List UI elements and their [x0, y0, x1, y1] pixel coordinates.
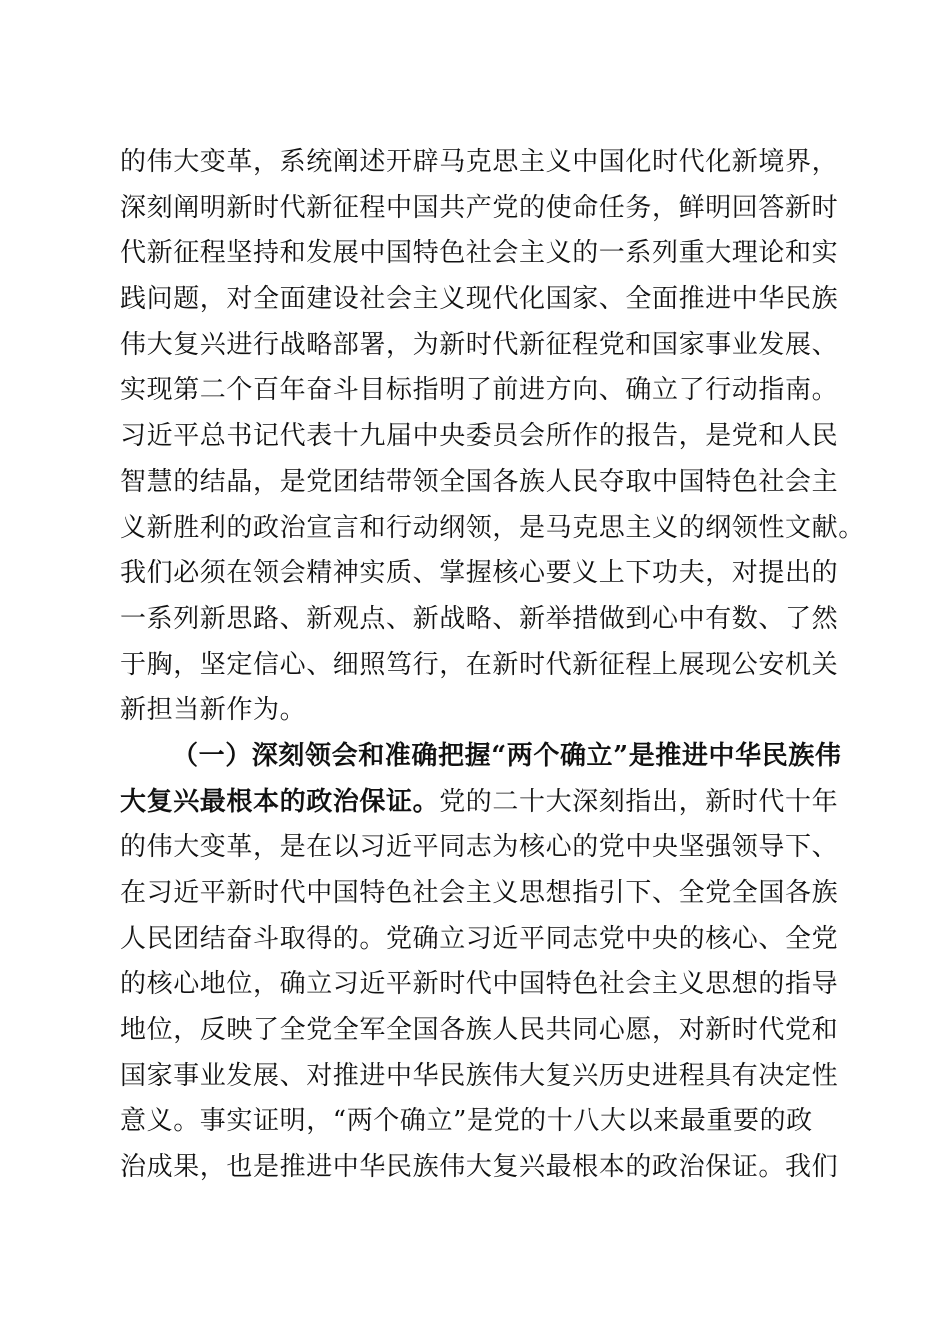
- text-line: 我们必须在领会精神实质、掌握核心要义上下功夫，对提出的: [120, 558, 839, 589]
- paragraph-text-start: 党的二十大深刻指出，新时代十年: [439, 786, 839, 817]
- text-line: 践问题，对全面建设社会主义现代化国家、全面推进中华民族: [120, 284, 839, 315]
- document-body: [120, 140, 865, 1191]
- text-line: 一系列新思路、新观点、新战略、新举措做到心中有数、了然: [120, 603, 839, 634]
- text-line: 习近平总书记代表十九届中央委员会所作的报告，是党和人民: [120, 421, 839, 452]
- text-line: 的伟大变革，系统阐述开辟马克思主义中国化时代化新境界，: [120, 147, 839, 177]
- text-line: 的核心地位，确立习近平新时代中国特色社会主义思想的指导: [120, 969, 839, 1000]
- text-line: 智慧的结晶，是党团结带领全国各族人民夺取中国特色社会主: [120, 466, 839, 497]
- text-line: 实现第二个百年奋斗目标指明了前进方向、确立了行动指南。: [120, 375, 839, 406]
- text-line: 地位，反映了全党全军全国各族人民共同心愿，对新时代党和: [120, 1015, 839, 1046]
- text-line: 深刻阐明新时代新征程中国共产党的使命任务，鲜明回答新时: [120, 192, 839, 223]
- text-line: 在习近平新时代中国特色社会主义思想指引下、全党全国各族: [120, 878, 839, 908]
- text-line: 新担当新作为。: [120, 695, 307, 726]
- text-line: 的伟大变革，是在以习近平同志为核心的党中央坚强领导下、: [120, 832, 839, 863]
- section-heading-continuation: [120, 780, 840, 826]
- text-line: 意义。事实证明，“两个确立”是党的十八大以来最重要的政: [120, 1106, 813, 1137]
- text-line: 伟大复兴进行战略部署，为新时代新征程党和国家事业发展、: [120, 329, 839, 360]
- text-line: 治成果，也是推进中华民族伟大复兴最根本的政治保证。我们: [120, 1152, 839, 1183]
- text-line: 于胸，坚定信心、细照笃行，在新时代新征程上展现公安机关: [120, 649, 839, 680]
- text-line: 人民团结奋斗取得的。党确立习近平同志党中央的核心、全党: [120, 923, 839, 954]
- text-line: 国家事业发展、对推进中华民族伟大复兴历史进程具有决定性: [120, 1060, 839, 1091]
- text-line: 代新征程坚持和发展中国特色社会主义的一系列重大理论和实: [120, 238, 839, 269]
- section-heading-bold-end: 大复兴最根本的政治保证。: [120, 786, 440, 817]
- text-line: 义新胜利的政治宣言和行动纲领，是马克思主义的纲领性文献。: [120, 512, 865, 543]
- section-heading: （一）深刻领会和准确把握“两个确立”是推进中华民族伟: [172, 740, 842, 771]
